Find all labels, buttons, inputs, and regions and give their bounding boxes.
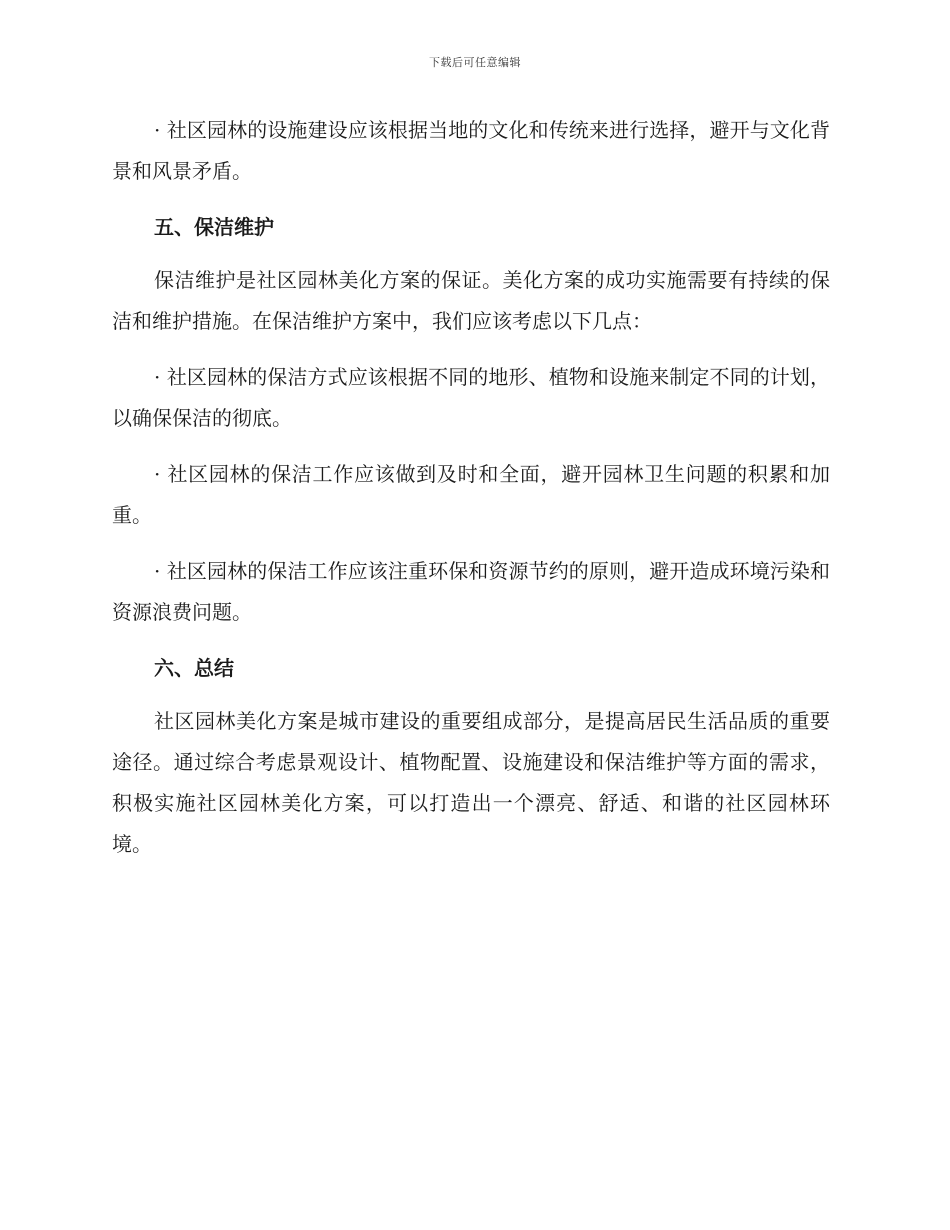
paragraph-bullet-facilities: · 社区园林的设施建设应该根据当地的文化和传统来进行选择，避开与文化背景和风景矛盾。 [112,118,830,183]
section-heading-cleaning: 五、保洁维护 [154,215,274,239]
paragraph-summary: 社区园林美化方案是城市建设的重要组成部分，是提高居民生活品质的重要途径。通过综合考虑景观设计、植物配置、设施建设和保洁维护等方面的需求，积极实施社区园林美化方案，可以打造出一个漂亮、舒适、和谐的社区园林环境。 [112,709,830,856]
document-body [112,110,830,880]
header-note: 下载后可任意编辑 [429,56,521,69]
section-heading-summary: 六、总结 [154,656,234,680]
list-item: · 社区园林的保洁工作应该做到及时和全面，避开园林卫生问题的积累和加重。 [112,462,830,527]
paragraph-cleaning-intro: 保洁维护是社区园林美化方案的保证。美化方案的成功实施需要有持续的保洁和维护措施。在保洁维护方案中，我们应该考虑以下几点： [112,268,830,333]
list-item: · 社区园林的保洁工作应该注重环保和资源节约的原则，避开造成环境污染和资源浪费问题。 [112,559,830,624]
list-item: · 社区园林的保洁方式应该根据不同的地形、植物和设施来制定不同的计划，以确保保洁的彻底。 [112,365,830,430]
